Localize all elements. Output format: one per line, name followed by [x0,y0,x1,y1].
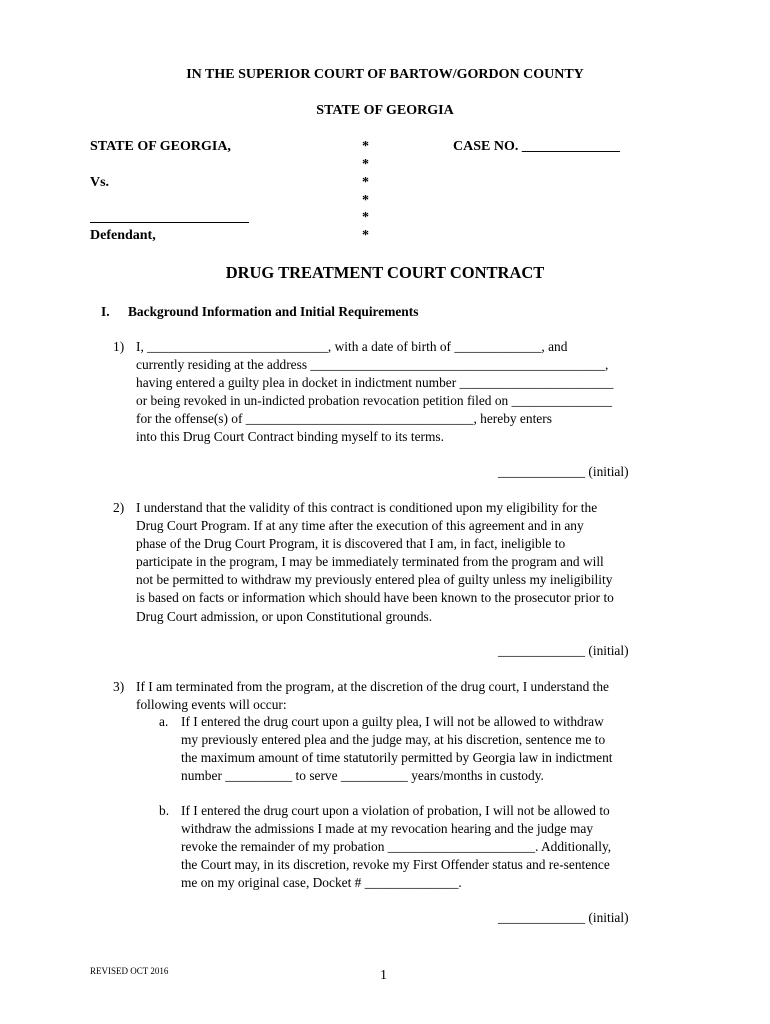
text-line: Drug Court admission, or upon Constitutional grounds. [136,608,433,624]
text-line: for the offense(s) of __________________________________, hereby enters [136,411,552,427]
caption-star: * [362,193,369,208]
item-1-text [136,338,614,447]
subitem-a-text [181,713,613,785]
subitem-letter: a. [159,714,169,729]
plaintiff-label: STATE OF GEORGIA, [90,139,231,154]
text-line: not be permitted to withdraw my previously entered plea of guilty unless my ineligibility [136,572,613,588]
page-number: 1 [380,968,387,983]
item-3-text [136,678,609,714]
section-number: I. [101,304,110,319]
document-title: DRUG TREATMENT COURT CONTRACT [225,263,545,282]
vs-label: Vs. [90,175,110,190]
text-line: currently residing at the address ____________________________________________, [136,357,609,373]
initial-line: _____________ (initial) [498,910,629,925]
text-line: the Court may, in its discretion, revoke my First Offender status and re-sentence [181,857,610,873]
defendant-label: Defendant, [90,228,156,243]
revision-note: REVISED OCT 2016 [90,966,169,976]
text-line: If I am terminated from the program, at the discretion of the drug court, I understand the [136,679,609,694]
item-number: 3) [113,679,125,694]
subitem-letter: b. [159,803,170,818]
caption-star: * [362,139,369,154]
text-line: the maximum amount of time statutorily permitted by Georgia law in indictment [181,750,613,766]
text-line: I, ___________________________, with a date of birth of _____________, and [136,339,568,354]
caption-star: * [362,157,369,172]
text-line: into this Drug Court Contract binding myself to its terms. [136,429,444,445]
item-2-text [136,499,614,626]
text-line: I understand that the validity of this contract is conditioned upon my eligibility for the [136,500,598,515]
text-line: me on my original case, Docket # ______________. [181,875,462,891]
text-line: my previously entered plea and the judge may, at his discretion, sentence me to [181,732,606,748]
initial-line: _____________ (initial) [498,643,629,658]
text-line: withdraw the admissions I made at my revocation hearing and the judge may [181,821,594,837]
text-line: If I entered the drug court upon a guilty plea, I will not be allowed to withdraw [181,714,604,729]
text-line: If I entered the drug court upon a violation of probation, I will not be allowed to [181,803,610,818]
item-number: 1) [113,339,125,354]
text-line: having entered a guilty plea in docket in indictment number _______________________ [136,375,614,391]
text-line: revoke the remainder of my probation ______________________. Additionally, [181,839,612,855]
text-line: phase of the Drug Court Program, it is discovered that I am, in fact, ineligible to [136,536,566,552]
section-heading: Background Information and Initial Requirements [128,304,419,319]
court-heading: IN THE SUPERIOR COURT OF BARTOW/GORDON COUNTY [186,67,584,82]
text-line: or being revoked in un-indicted probation revocation petition filed on _______________ [136,393,613,409]
caption-star: * [362,210,369,225]
item-number: 2) [113,500,125,515]
text-line: number __________ to serve __________ years/months in custody. [181,768,544,784]
defendant-name-line [90,222,249,223]
caption-star: * [362,175,369,190]
text-line: participate in the program, I may be immediately terminated from the program and will [136,554,604,570]
state-heading: STATE OF GEORGIA [316,103,454,118]
initial-line: _____________ (initial) [498,464,629,479]
text-line: Drug Court Program. If at any time after the execution of this agreement and in any [136,518,584,534]
text-line: following events will occur: [136,697,287,713]
text-line: is based on facts or information which should have been known to the prosecutor prior to [136,590,614,606]
case-number: CASE NO. ______________ [453,139,620,154]
caption-star: * [362,228,369,243]
subitem-b-text [181,802,611,892]
